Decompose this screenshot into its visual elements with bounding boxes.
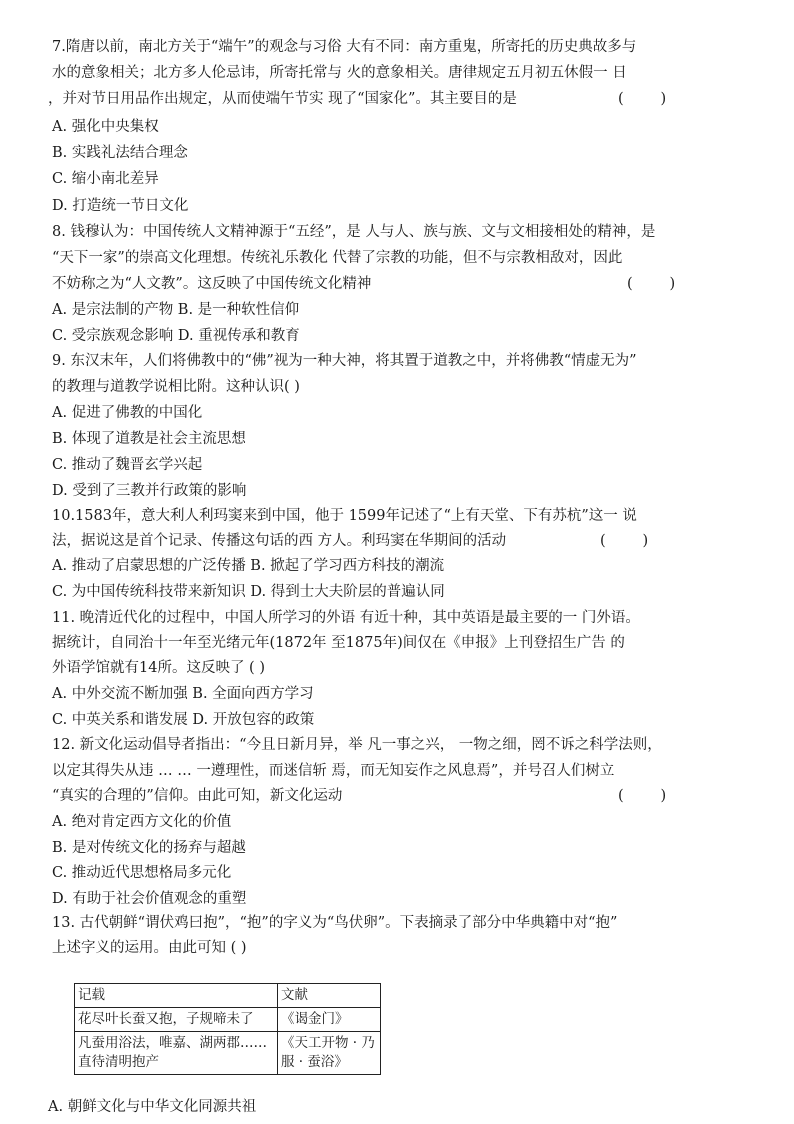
q9-option-a: A. 促进了佛教的中国化 — [52, 405, 203, 421]
q9-option-b: B. 体现了道教是社会主流思想 — [52, 431, 246, 447]
q7-stem-line-3: ，并对节日用品作出规定，从而使端午节实 现了“国家化”。其主要目的是 — [48, 91, 517, 107]
q11-stem-line-2: 据统计，自同治十一年至光绪元年(1872年 至1875年)间仅在《申报》上刊登招生广告 的 — [52, 635, 625, 651]
q12-option-a: A. 绝对肯定西方文化的价值 — [52, 814, 232, 830]
q7-option-a: A. 强化中央集权 — [52, 119, 159, 135]
q11-options-ab: A. 中外交流不断加强 B. 全面向西方学习 — [52, 686, 314, 702]
q12-option-d: D. 有助于社会价值观念的重塑 — [52, 891, 247, 907]
q10-answer-paren: ( ) — [600, 533, 649, 549]
q9-option-d: D. 受到了三教并行政策的影响 — [52, 483, 247, 499]
table-cell-source: 《天工开物 · 乃服 · 蚕浴》 — [278, 1032, 381, 1075]
q13-stem-line-2: 上述字义的运用。由此可知 ( ) — [52, 940, 247, 956]
q13-option-a: A. 朝鲜文化与中华文化同源共祖 — [48, 1099, 257, 1115]
q11-stem-line-3: 外语学馆就有14所。这反映了 ( ) — [52, 660, 265, 676]
q10-stem-line-1: 10.1583年，意大利人利玛窦来到中国，他于 1599年记述了“上有天堂、下有苏杭”这一 说 — [52, 508, 637, 524]
q8-stem-line-2: “天下一家”的崇高文化理想。传统礼乐教化 代替了宗教的功能，但不与宗教相敌对，因此 — [52, 250, 623, 266]
table-header-row — [75, 984, 381, 1008]
q13-source-table — [74, 983, 381, 1075]
q7-option-b: B. 实践礼法结合理念 — [52, 145, 188, 161]
q8-stem-line-3: 不妨称之为“人文教”。这反映了中国传统文化精神 — [52, 276, 372, 292]
table-header-record: 记载 — [75, 984, 278, 1008]
q12-stem-line-3: “真实的合理的”信仰。由此可知，新文化运动 — [52, 788, 343, 804]
table-row — [75, 1008, 381, 1032]
table-cell-record: 花尽叶长蚕又抱，子规啼未了 — [75, 1008, 278, 1032]
q7-option-c: C. 缩小南北差异 — [52, 171, 159, 187]
q8-options-ab: A. 是宗法制的产物 B. 是一种软性信仰 — [52, 302, 300, 318]
q12-stem-line-2: 以定其得失从违 … … 一遵理性，而迷信斩 焉，而无知妄作之风息焉”，并号召人们树立 — [52, 763, 615, 779]
q12-option-c: C. 推动近代思想格局多元化 — [52, 865, 232, 881]
table-row — [75, 1032, 381, 1075]
q11-stem-line-1: 11. 晚清近代化的过程中，中国人所学习的外语 有近十种，其中英语是最主要的一 门外语。 — [52, 610, 640, 626]
q10-stem-line-2: 法，据说这是首个记录、传播这句话的西 方人。利玛窦在华期间的活动 — [52, 533, 507, 549]
q8-stem-line-1: 8. 钱穆认为：中国传统人文精神源于“五经”，是 人与人、族与族、文与文相接相处的精神，是 — [52, 224, 656, 240]
q9-stem-line-2: 的教理与道教学说相比附。这种认识( ) — [52, 379, 300, 395]
q8-options-cd: C. 受宗族观念影响 D. 重视传承和教育 — [52, 328, 300, 344]
q7-answer-paren: ( ) — [618, 91, 667, 107]
table-cell-source: 《谒金门》 — [278, 1008, 381, 1032]
q8-answer-paren: ( ) — [627, 276, 676, 292]
q13-stem-line-1: 13. 古代朝鲜“谓伏鸡曰抱”，“抱”的字义为“鸟伏卵”。下表摘录了部分中华典籍中对“抱” — [52, 915, 618, 931]
q10-options-cd: C. 为中国传统科技带来新知识 D. 得到士大夫阶层的普遍认同 — [52, 584, 445, 600]
q7-option-d: D. 打造统一节日文化 — [52, 198, 189, 214]
table-header-source: 文献 — [278, 984, 381, 1008]
q12-answer-paren: ( ) — [618, 788, 667, 804]
q7-stem-line-1: 7.隋唐以前，南北方关于“端午”的观念与习俗 大有不同：南方重鬼，所寄托的历史典故多与 — [52, 39, 637, 55]
q7-stem-line-2: 水的意象相关；北方多人伦忌讳，所寄托常与 火的意象相关。唐律规定五月初五休假一 日 — [52, 65, 627, 81]
q12-stem-line-1: 12. 新文化运动倡导者指出：“今且日新月异，举 凡一事之兴， 一物之细，罔不诉之科学法则， — [52, 737, 662, 753]
q9-option-c: C. 推动了魏晋玄学兴起 — [52, 457, 203, 473]
q12-option-b: B. 是对传统文化的扬弃与超越 — [52, 840, 246, 856]
q11-options-cd: C. 中英关系和谐发展 D. 开放包容的政策 — [52, 712, 315, 728]
q9-stem-line-1: 9. 东汉末年，人们将佛教中的“佛”视为一种大神，将其置于道教之中，并将佛教“情虚无为” — [52, 353, 637, 369]
q10-options-ab: A. 推动了启蒙思想的广泛传播 B. 掀起了学习西方科技的潮流 — [52, 558, 445, 574]
table-cell-record: 凡蚕用浴法，唯嘉、湖两郡……直待清明抱产 — [75, 1032, 278, 1075]
